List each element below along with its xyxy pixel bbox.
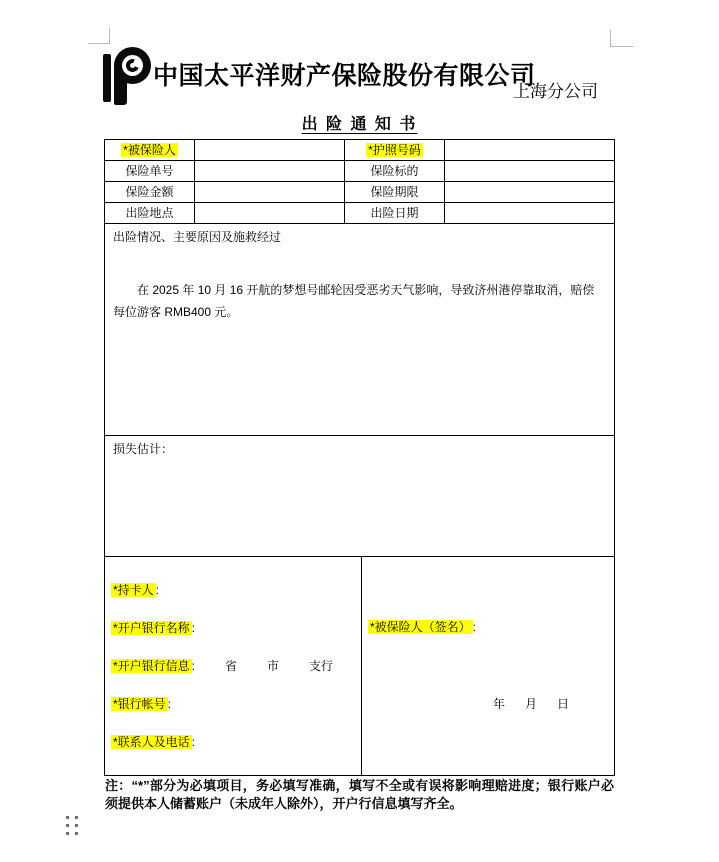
incident-description-text: 在 2025 年 10 月 16 开航的梦想号邮轮因受恶劣天气影响，导致济州港停靠取消，赔偿每位游客 RMB400 元。 xyxy=(113,283,595,319)
bank-info-column xyxy=(105,557,362,775)
policy-info-grid xyxy=(105,140,614,224)
incident-description-section xyxy=(105,224,614,436)
province-label: 省 xyxy=(225,659,238,673)
cpic-logo-icon xyxy=(103,47,150,106)
bank-info-field[interactable]: *开户银行信息 : 省 市 支行 xyxy=(113,659,334,673)
contact-phone-field[interactable]: *联系人及电话 : xyxy=(113,735,196,749)
policy-period-label-cell: 保险期限 xyxy=(345,182,445,203)
incident-place-value-cell[interactable] xyxy=(195,203,345,224)
policy-number-value-cell[interactable] xyxy=(195,161,345,182)
loss-estimate-label: 损失估计： xyxy=(113,442,174,456)
document-title: 出 险 通 知 书 xyxy=(301,116,418,133)
insured-subject-label-cell: 保险标的 xyxy=(345,161,445,182)
policy-period-value-cell[interactable] xyxy=(445,182,614,203)
insured-amount-label-cell: 保险金额 xyxy=(105,182,195,203)
loss-estimate-field[interactable] xyxy=(105,436,614,557)
passport-label-cell: *护照号码 xyxy=(345,140,445,161)
bank-and-signature-section xyxy=(105,557,614,775)
bank-account-field[interactable]: *银行帐号 : xyxy=(113,697,172,711)
cardholder-field[interactable]: *持卡人 : xyxy=(113,583,160,597)
branch-label: 支行 xyxy=(309,659,334,673)
city-label: 市 xyxy=(267,659,280,673)
insured-label-cell: *被保险人 xyxy=(105,140,195,161)
signature-column[interactable] xyxy=(362,557,614,775)
passport-value-cell[interactable] xyxy=(445,140,614,161)
margin-crop-mark-top-right xyxy=(610,30,633,47)
signature-date-line: 年 月 日 xyxy=(493,697,574,711)
incident-date-label-cell: 出险日期 xyxy=(345,203,445,224)
company-name: 中国太平洋财产保险股份有限公司 xyxy=(153,61,536,90)
insured-signature-label: *被保险人（签名） : xyxy=(370,620,477,634)
incident-section-header: 出险情况、主要原因及施救经过 xyxy=(113,230,282,244)
insured-value-cell[interactable] xyxy=(195,140,345,161)
policy-number-label-cell: 保险单号 xyxy=(105,161,195,182)
claim-form-table xyxy=(104,139,615,776)
insured-subject-value-cell[interactable] xyxy=(445,161,614,182)
margin-crop-mark-top-left xyxy=(88,28,110,44)
dot-grid-icon xyxy=(66,816,79,836)
incident-date-value-cell[interactable] xyxy=(445,203,614,224)
insured-amount-value-cell[interactable] xyxy=(195,182,345,203)
branch-name: 上海分公司 xyxy=(513,82,598,101)
incident-place-label-cell: 出险地点 xyxy=(105,203,195,224)
footer-required-note: 注：“*”部分为必填项目，务必填写准确，填写不全或有误将影响理赔进度；银行账户必须提供本人储蓄账户（未成年人除外），开户行信息填写齐全。 xyxy=(105,778,614,811)
bank-name-field[interactable]: *开户银行名称 : xyxy=(113,621,196,635)
